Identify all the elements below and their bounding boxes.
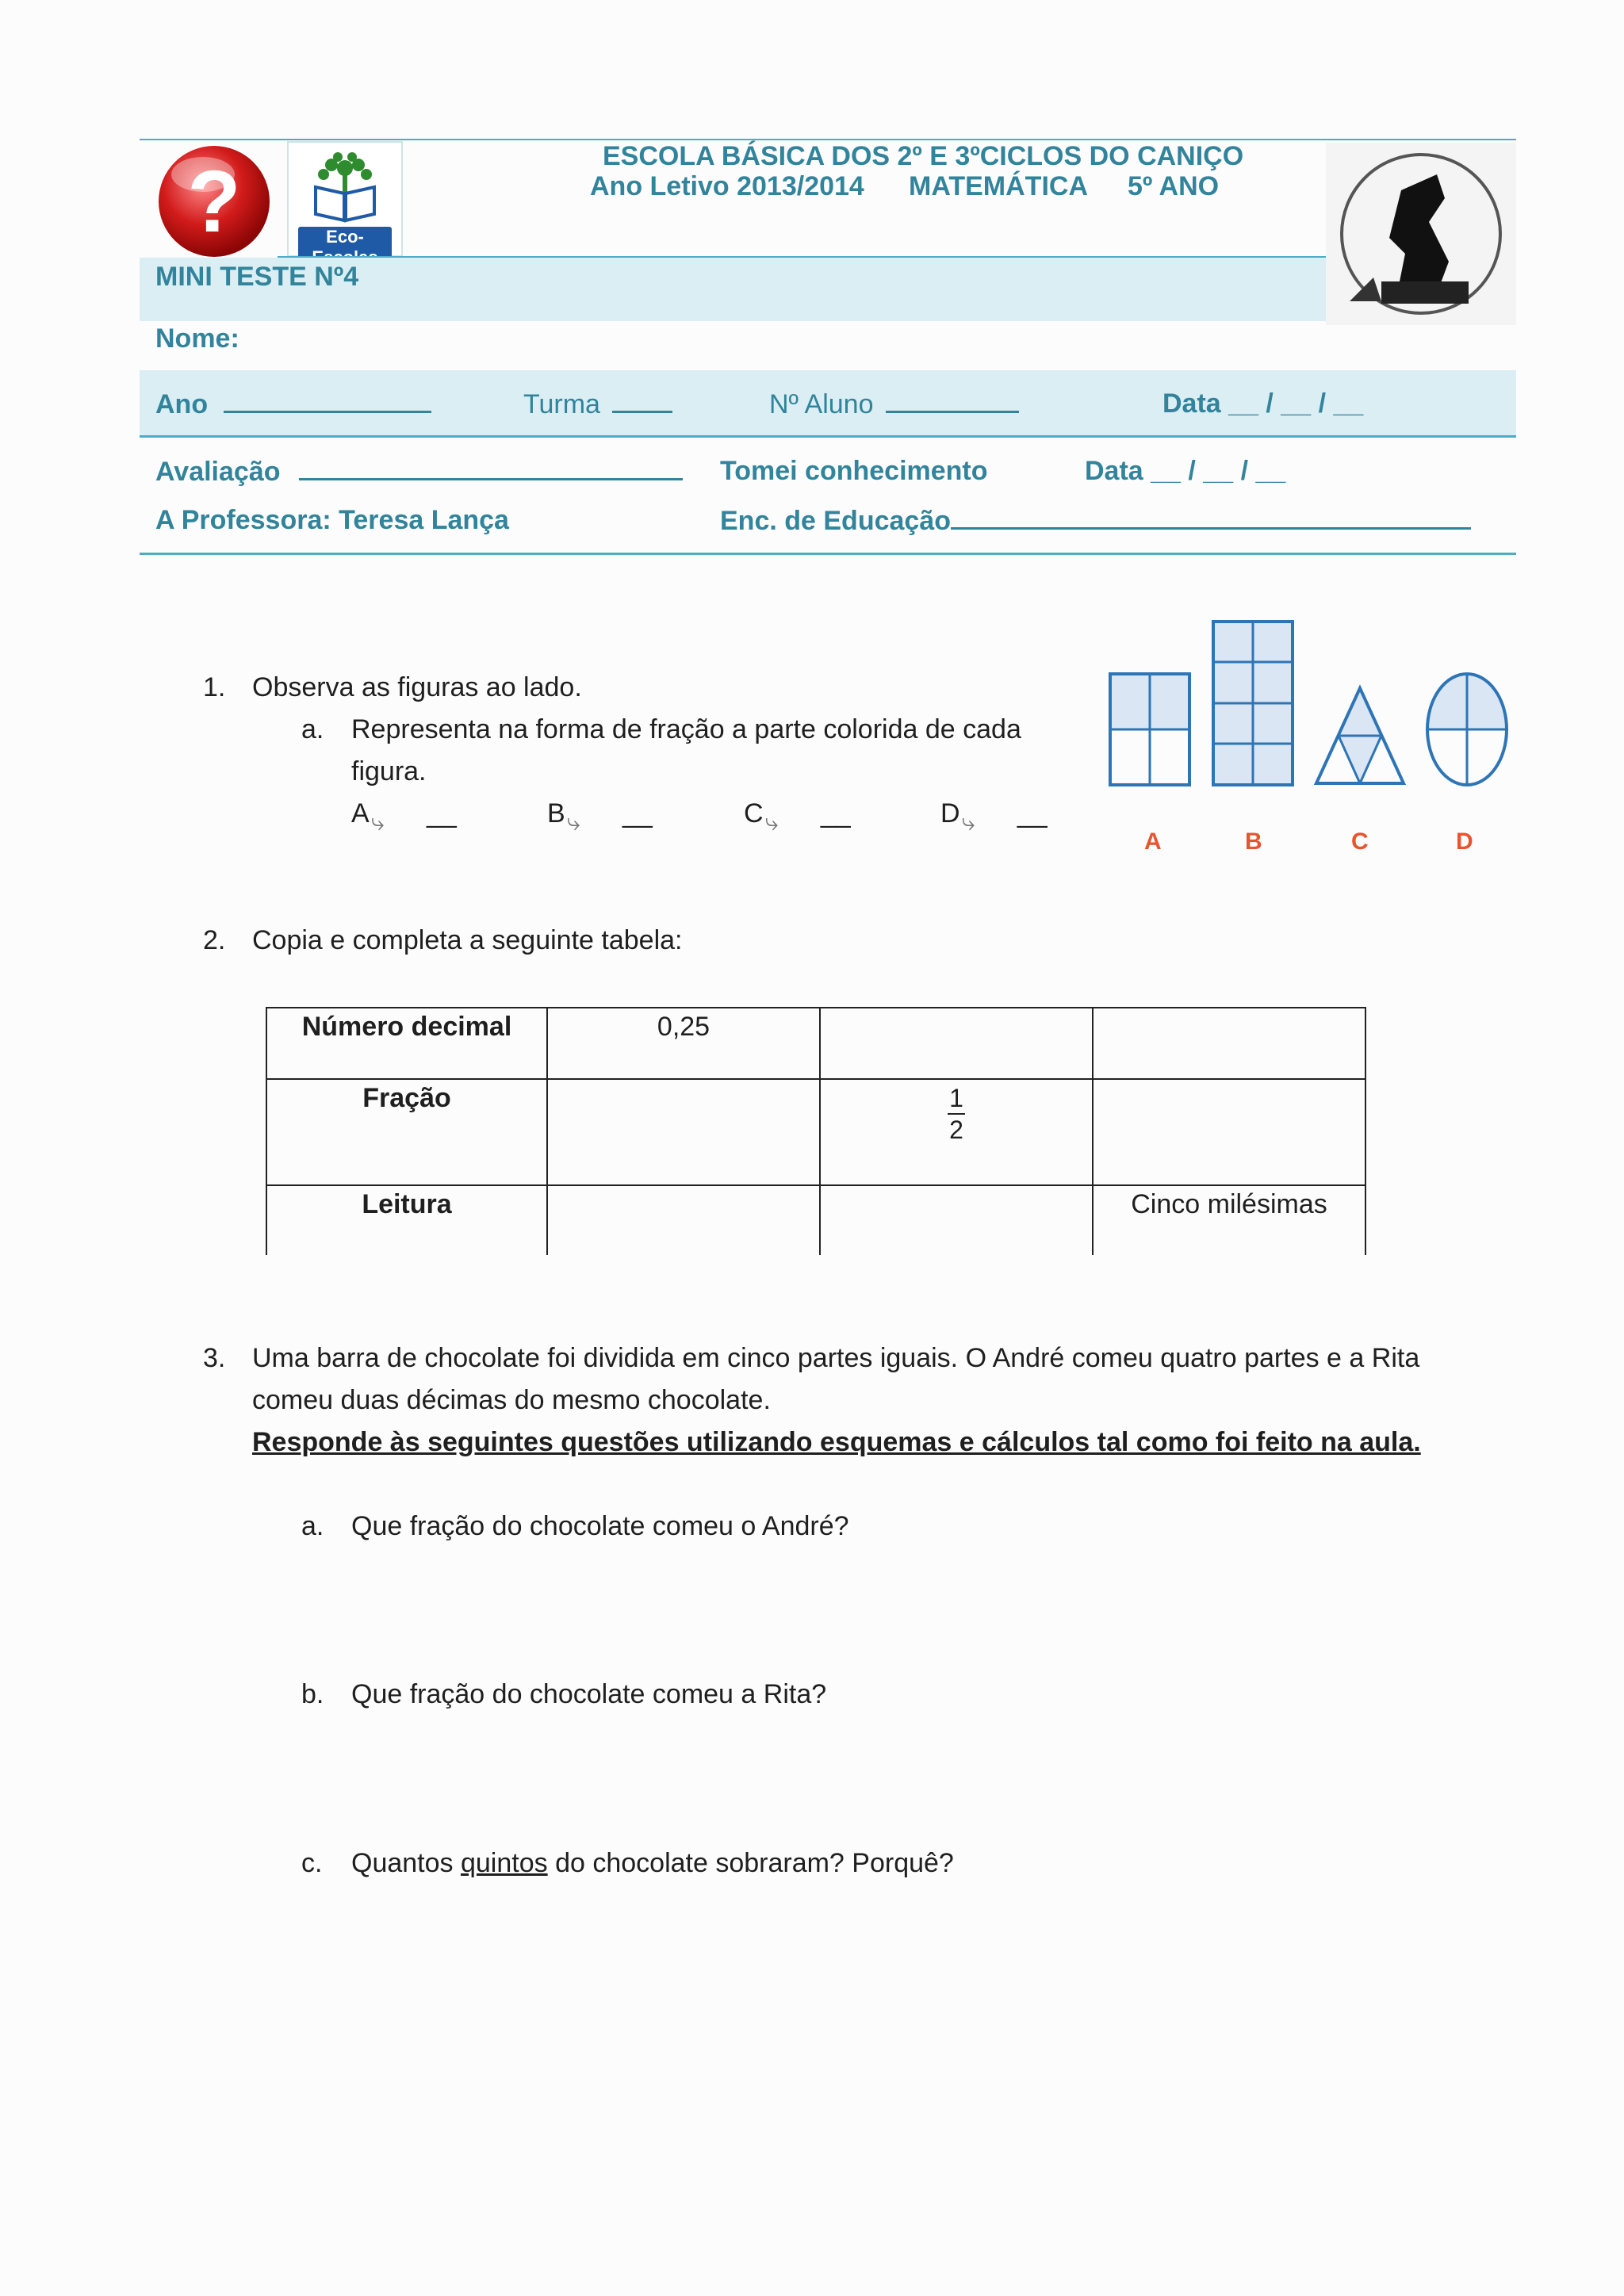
q3b-letter: b.: [301, 1679, 324, 1709]
ano-band-rule-bottom: [140, 435, 1516, 438]
table-cell[interactable]: [820, 1185, 1093, 1255]
eco-escolas-logo: [287, 141, 403, 257]
arrow-icon: ⤷: [961, 809, 975, 836]
turma-blank[interactable]: [612, 388, 672, 413]
aluno-label: [769, 388, 1019, 420]
q1a-letter: a.: [301, 714, 324, 744]
ano-label: [155, 388, 431, 420]
q3a-text: Que fração do chocolate comeu o André?: [351, 1511, 849, 1541]
tree-book-icon: [289, 143, 401, 230]
q1a-text-line2: figura.: [351, 756, 427, 786]
figure-label-c: C: [1351, 828, 1369, 855]
school-name: ESCOLA BÁSICA DOS 2º E 3ºCICLOS DO CANIÇO: [603, 141, 1244, 171]
turma-label: [523, 388, 672, 420]
professora-label: A Professora: Teresa Lança: [155, 505, 509, 535]
grade: 5º ANO: [1128, 171, 1220, 201]
q2-number: 2.: [203, 925, 226, 955]
avaliacao-blank[interactable]: [299, 456, 683, 480]
arrow-icon: ⤷: [764, 809, 779, 836]
title-band-rule: [278, 256, 1326, 258]
question-mark-logo: [155, 143, 273, 260]
q3c-text-pre: Quantos: [351, 1848, 461, 1878]
q3a-letter: a.: [301, 1511, 324, 1541]
enc-label-text: Enc. de Educação: [720, 506, 951, 536]
arrow-icon: ⤷: [370, 809, 385, 836]
name-label: Nome:: [155, 323, 239, 354]
header-top-rule: [140, 139, 1329, 140]
figure-a: [1110, 674, 1189, 785]
answer-a: [351, 798, 457, 836]
svg-text:?: ?: [187, 153, 241, 251]
row-header: Número decimal: [266, 1008, 547, 1079]
figure-label-a: A: [1144, 828, 1162, 855]
q3-line1: Uma barra de chocolate foi dividida em cinco partes iguais. O André comeu quatro partes e a Rita: [252, 1343, 1420, 1373]
table-cell[interactable]: [547, 1079, 820, 1185]
q3c-text-underlined: quintos: [460, 1848, 548, 1878]
table-cell[interactable]: [820, 1008, 1093, 1079]
figure-c: [1316, 688, 1404, 783]
q3c-text-post: do chocolate sobraram? Porquê?: [547, 1848, 954, 1878]
answer-a-blank[interactable]: __: [426, 798, 457, 828]
table-row: [266, 1079, 1365, 1185]
q2-text: Copia e completa a seguinte tabela:: [252, 925, 683, 955]
enc-blank[interactable]: [951, 505, 1471, 530]
table-cell[interactable]: [1093, 1008, 1365, 1079]
q3-number: 3.: [203, 1343, 226, 1373]
answer-a-letter: A: [351, 798, 370, 828]
aluno-blank[interactable]: [886, 388, 1019, 413]
answer-b-letter: B: [547, 798, 565, 828]
q1-text: Observa as figuras ao lado.: [252, 672, 582, 702]
arrow-icon: ⤷: [566, 809, 580, 836]
school-seal: [1326, 143, 1516, 325]
header-bottom-rule: [140, 553, 1516, 555]
table-row: [266, 1008, 1365, 1079]
q3c-letter: c.: [301, 1848, 323, 1878]
table-row: [266, 1185, 1365, 1255]
answer-d: [940, 798, 1048, 836]
ano-label-text: Ano: [155, 389, 209, 419]
row-header: Leitura: [266, 1185, 547, 1255]
row-header: Fração: [266, 1079, 547, 1185]
answer-d-letter: D: [940, 798, 960, 828]
q3b-text: Que fração do chocolate comeu a Rita?: [351, 1679, 827, 1709]
figure-label-b: B: [1245, 828, 1262, 855]
answer-c: [744, 798, 851, 836]
answer-c-letter: C: [744, 798, 764, 828]
answer-b: [547, 798, 653, 836]
turma-label-text: Turma: [523, 389, 600, 419]
date2-label: Data __ / __ / __: [1085, 456, 1286, 486]
q3-instruction: Responde às seguintes questões utilizando esquemas e cálculos tal como foi feito na aula.: [252, 1427, 1421, 1457]
eco-escolas-logo-text: Eco-: [298, 227, 392, 268]
q3c-text: [351, 1848, 954, 1879]
q1a-text-line1: Representa na forma de fração a parte colorida de cada: [351, 714, 1021, 744]
fraction-bar: [948, 1113, 965, 1115]
subject: MATEMÁTICA: [909, 171, 1088, 201]
avaliacao-label-text: Avaliação: [155, 457, 281, 487]
ano-blank[interactable]: [224, 388, 431, 413]
fraction-one-half: [948, 1085, 965, 1143]
answer-b-blank[interactable]: __: [622, 798, 653, 828]
test-title: MINI TESTE Nº4: [155, 262, 359, 292]
school-year: Ano Letivo 2013/2014: [590, 171, 864, 201]
table-cell[interactable]: [820, 1079, 1093, 1185]
date-label: Data __ / __ / __: [1162, 388, 1364, 419]
answer-c-blank[interactable]: __: [820, 798, 851, 828]
fraction-denominator: 2: [949, 1115, 963, 1144]
answer-d-blank[interactable]: __: [1017, 798, 1048, 828]
figure-b: [1213, 622, 1293, 785]
aluno-label-text: Nº Aluno: [769, 389, 874, 419]
q3-line2: comeu duas décimas do mesmo chocolate.: [252, 1385, 771, 1415]
tomei-label: Tomei conhecimento: [720, 456, 988, 486]
q1-number: 1.: [203, 672, 226, 702]
table-cell[interactable]: Cinco milésimas: [1093, 1185, 1365, 1255]
avaliacao-label: [155, 456, 683, 488]
fraction-figures: [1102, 618, 1515, 793]
figure-d: [1427, 674, 1507, 785]
header-top-rule-right: [1329, 139, 1516, 140]
enc-label: [720, 505, 1471, 537]
figure-label-d: D: [1456, 828, 1473, 855]
table-cell[interactable]: [547, 1185, 820, 1255]
fraction-numerator: 1: [949, 1084, 963, 1112]
conversion-table: [266, 1007, 1366, 1255]
table-cell[interactable]: 0,25: [547, 1008, 820, 1079]
table-cell[interactable]: [1093, 1079, 1365, 1185]
